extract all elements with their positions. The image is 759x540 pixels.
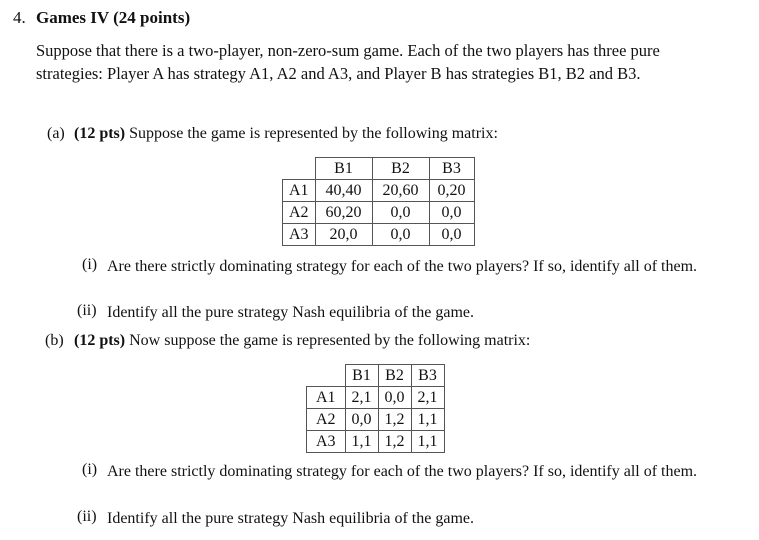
payoff-matrix-b [306,364,445,453]
question-number: 4. [13,8,26,27]
part-b-label: (b) [45,332,64,349]
matrix-cell: 1,1 [411,431,444,453]
matrix-row [307,387,445,409]
matrix-header-row [283,158,475,180]
matrix-cell: 40,40 [315,180,372,202]
part-b-sub-i-text: Are there strictly dominating strategy for each of the two players? If so, identify all of them. [107,463,698,480]
col-header: B1 [315,158,372,180]
col-header: B1 [345,365,378,387]
part-a-sub-ii-text: Identify all the pure strategy Nash equilibria of the game. [107,304,474,321]
matrix-row [283,224,475,246]
row-header: A3 [283,224,316,246]
matrix-cell: 1,2 [378,431,411,453]
matrix-cell: 1,1 [345,431,378,453]
matrix-row [307,409,445,431]
matrix-corner [307,365,346,387]
matrix-cell: 0,0 [372,202,429,224]
part-b-points: (12 pts) [74,332,126,349]
part-b-sub-ii-text: Identify all the pure strategy Nash equilibria of the game. [107,510,474,527]
matrix-cell: 1,2 [378,409,411,431]
matrix-cell: 0,0 [345,409,378,431]
col-header: B2 [378,365,411,387]
part-b-text: Now suppose the game is represented by the following matrix: [129,332,531,349]
question-intro: Suppose that there is a two-player, non-zero-sum game. Each of the two players has three pure strategies: Player A has strategy A1, A2 and A3, and Player B has strategies B1, B2 and B3. [36,41,660,83]
row-header: A1 [283,180,316,202]
part-b-sub-i-label: (i) [82,461,98,478]
part-a-sub-i-label: (i) [82,256,98,273]
matrix-row [283,180,475,202]
col-header: B3 [411,365,444,387]
part-a-text: Suppose the game is represented by the following matrix: [129,125,498,142]
matrix-cell: 60,20 [315,202,372,224]
payoff-matrix-a [282,157,475,246]
matrix-row [283,202,475,224]
part-b-prompt [74,332,530,350]
matrix-row [307,431,445,453]
row-header: A2 [283,202,316,224]
row-header: A3 [307,431,346,453]
part-a-prompt [74,125,498,143]
question-title: Games IV (24 points) [36,8,191,27]
part-a-sub-i-text: Are there strictly dominating strategy for each of the two players? If so, identify all of them. [107,258,698,275]
part-b-sub-ii-label: (ii) [77,508,97,525]
matrix-cell: 0,20 [429,180,474,202]
row-header: A2 [307,409,346,431]
part-a-label: (a) [47,125,65,142]
col-header: B3 [429,158,474,180]
part-a-sub-ii-label: (ii) [77,302,97,319]
matrix-cell: 0,0 [378,387,411,409]
matrix-header-row [307,365,445,387]
matrix-corner [283,158,316,180]
col-header: B2 [372,158,429,180]
part-a-points: (12 pts) [74,125,126,142]
matrix-cell: 20,0 [315,224,372,246]
matrix-cell: 0,0 [429,202,474,224]
matrix-cell: 2,1 [411,387,444,409]
matrix-cell: 20,60 [372,180,429,202]
matrix-cell: 1,1 [411,409,444,431]
matrix-cell: 0,0 [429,224,474,246]
matrix-cell: 2,1 [345,387,378,409]
matrix-cell: 0,0 [372,224,429,246]
row-header: A1 [307,387,346,409]
